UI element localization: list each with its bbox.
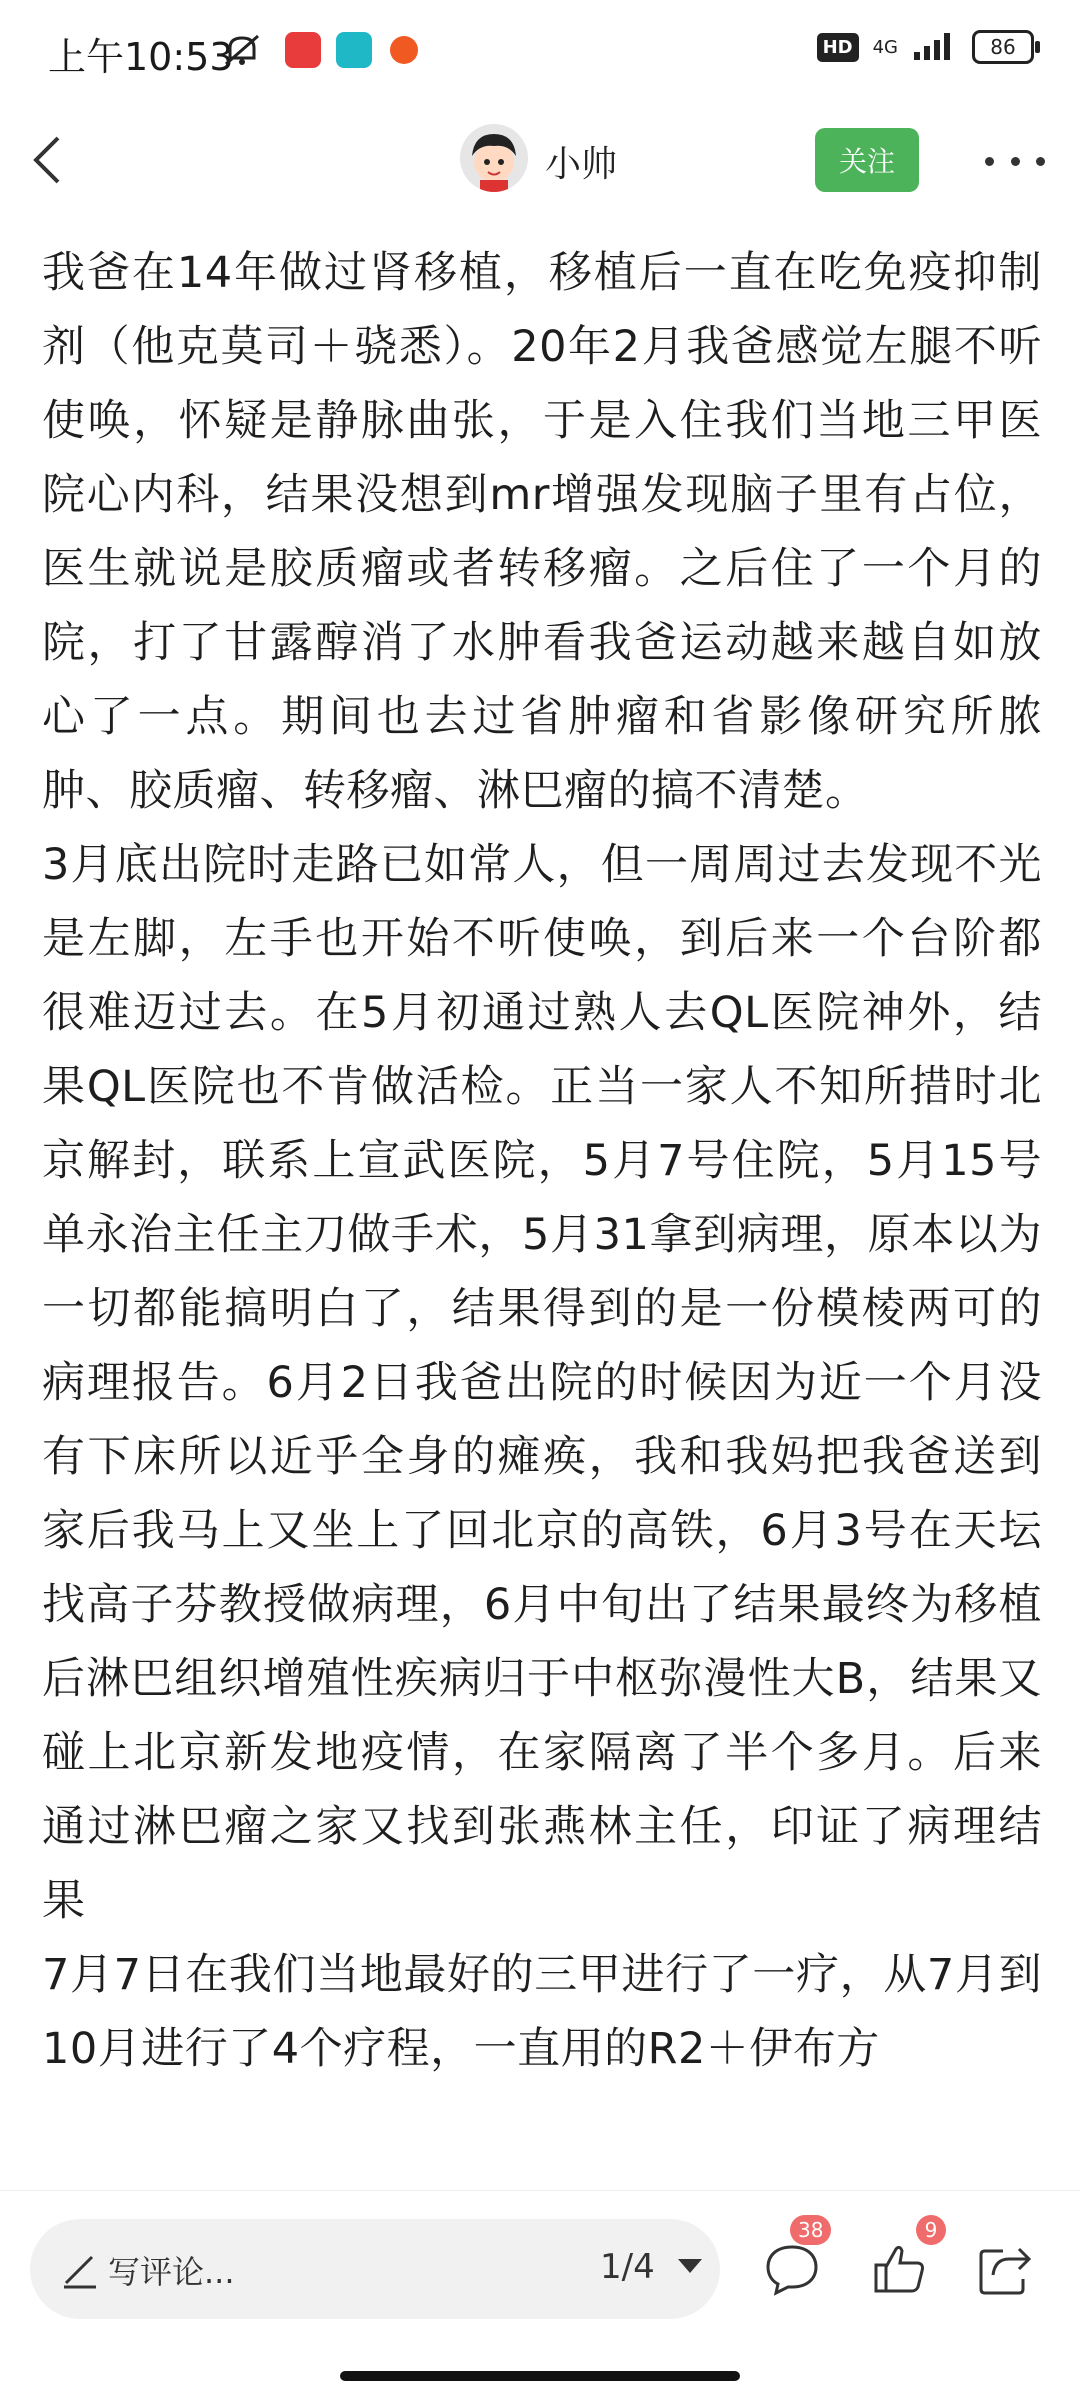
like-count-badge: 9 bbox=[916, 2215, 946, 2245]
pencil-icon bbox=[60, 2249, 100, 2289]
home-indicator[interactable] bbox=[340, 2371, 740, 2381]
back-button[interactable] bbox=[22, 130, 78, 190]
article-paragraph: 我爸在14年做过肾移植，移植后一直在吃免疫抑制剂（他克莫司＋骁悉）。20年2月我爸感觉左腿不听使唤，怀疑是静脉曲张，于是入住我们当地三甲医院心内科，结果没想到mr增强发现脑子里有占位，医生就说是胶质瘤或者转移瘤。之后住了一个月的院，打了甘露醇消了水肿看我爸运动越来越自如放心了一点。期间也去过省肿瘤和省影像研究所脓肿、胶质瘤、转移瘤、淋巴瘤的搞不清楚。 bbox=[42, 248, 1042, 816]
thumbs-up-icon bbox=[870, 2239, 930, 2299]
status-time: 上午10:53 bbox=[48, 35, 234, 79]
bottom-action-bar bbox=[0, 2190, 1080, 2401]
chevron-left-icon bbox=[22, 130, 78, 190]
app-notification-icon bbox=[285, 32, 321, 68]
comment-placeholder: 写评论... bbox=[108, 2253, 235, 2291]
more-dot-icon bbox=[1036, 157, 1045, 166]
status-indicators bbox=[817, 30, 1034, 64]
comment-count-badge: 38 bbox=[790, 2215, 831, 2245]
hd-badge: HD bbox=[817, 33, 859, 62]
article-paragraph: 7月7日在我们当地最好的三甲进行了一疗，从7月到10月进行了4个疗程，一直用的R2＋伊布方 bbox=[42, 1950, 1042, 2074]
author-name[interactable]: 小帅 bbox=[545, 144, 618, 185]
home-app-icon bbox=[336, 32, 372, 68]
comment-input[interactable] bbox=[30, 2219, 720, 2319]
chevron-down-icon[interactable] bbox=[678, 2259, 702, 2273]
status-bar bbox=[0, 0, 1080, 100]
share-button[interactable] bbox=[975, 2239, 1035, 2299]
battery-indicator: 86 bbox=[972, 30, 1034, 64]
comment-bubble-icon bbox=[762, 2239, 822, 2299]
share-icon bbox=[975, 2239, 1035, 2299]
more-dot-icon bbox=[985, 157, 994, 166]
comments-button[interactable] bbox=[762, 2218, 824, 2299]
follow-button[interactable]: 关注 bbox=[815, 128, 919, 192]
article-paragraph: 3月底出院时走路已如常人，但一周周过去发现不光是左脚，左手也开始不听使唤，到后来一个台阶都很难迈过去。在5月初通过熟人去QL医院神外，结果QL医院也不肯做活检。正当一家人不知所措时北京解封，联系上宣武医院，5月7号住院，5月15号单永治主任主刀做手术，5月31拿到病理，原本以为一切都能搞明白了，结果得到的是一份模棱两可的病理报告。6月2日我爸出院的时候因为近一个月没有下床所以近乎全身的瘫痪，我和我妈把我爸送到家后我马上又坐上了回北京的高铁，6月3号在天坛找高子芬教授做病理，6月中旬出了结果最终为移植后淋巴组织增殖性疾病归于中枢弥漫性大B，结果又碰上北京新发地疫情，在家隔离了半个多月。后来通过淋巴瘤之家又找到张燕林主任，印证了病理结果 bbox=[42, 840, 1042, 1926]
network-label: 4G bbox=[872, 36, 898, 58]
more-dot-icon bbox=[1011, 157, 1020, 166]
like-button[interactable] bbox=[870, 2218, 938, 2299]
article-body bbox=[42, 236, 1042, 2086]
page-indicator[interactable]: 1/4 bbox=[600, 2247, 655, 2287]
mute-icon bbox=[222, 32, 262, 72]
more-options-button[interactable] bbox=[985, 136, 1045, 186]
avatar[interactable] bbox=[460, 124, 528, 192]
signal-icon bbox=[912, 30, 958, 64]
shopping-app-icon bbox=[390, 36, 418, 64]
article-header bbox=[0, 110, 1080, 210]
